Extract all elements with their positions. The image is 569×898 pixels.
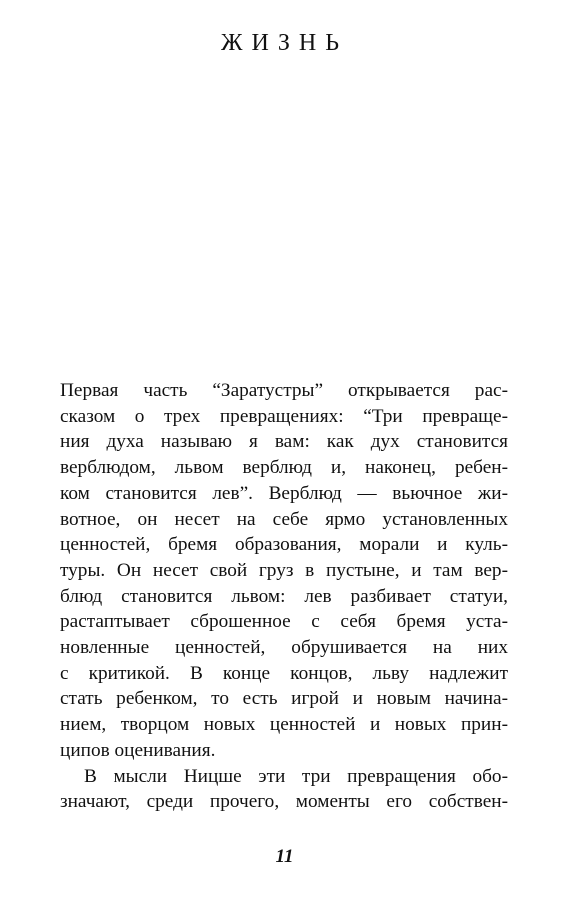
text-line: сказом о трех превращениях: “Три превраще- [60, 405, 508, 427]
text-line: туры. Он несет свой груз в пустыне, и там вер- [60, 559, 508, 581]
text-line: ния духа называю я вам: как дух становится [60, 431, 508, 453]
running-header: ЖИЗНЬ [221, 30, 348, 56]
body-text [60, 378, 508, 815]
text-line: Первая часть “Заратустры” открывается рас- [60, 380, 508, 401]
text-line: новленные ценностей, обрушивается на них [60, 637, 508, 659]
text-line: ком становится лев”. Верблюд — вьючное жи- [60, 482, 508, 504]
paragraph-first-line: В мысли Ницше эти три превращения обо- [84, 765, 508, 787]
text-line: растаптывает сброшенное с себя бремя уста- [60, 611, 508, 633]
text-line: верблюдом, львом верблюд и, наконец, ребен- [60, 457, 508, 479]
text-line: нием, творцом новых ценностей и новых прин- [60, 714, 508, 736]
page-number: 11 [275, 846, 294, 867]
text-line: блюд становится львом: лев разбивает статуи, [60, 585, 508, 607]
paragraph-last-line: ципов оценивания. [60, 739, 216, 761]
text-line: стать ребенком, то есть игрой и новым начина- [60, 688, 508, 710]
text-line: значают, среди прочего, моменты его собствен- [60, 791, 508, 813]
text-line: вотное, он несет на себе ярмо установленных [60, 508, 508, 530]
text-line: ценностей, бремя образования, морали и куль- [60, 534, 508, 556]
text-line: с критикой. В конце концов, льву надлежит [60, 662, 508, 684]
